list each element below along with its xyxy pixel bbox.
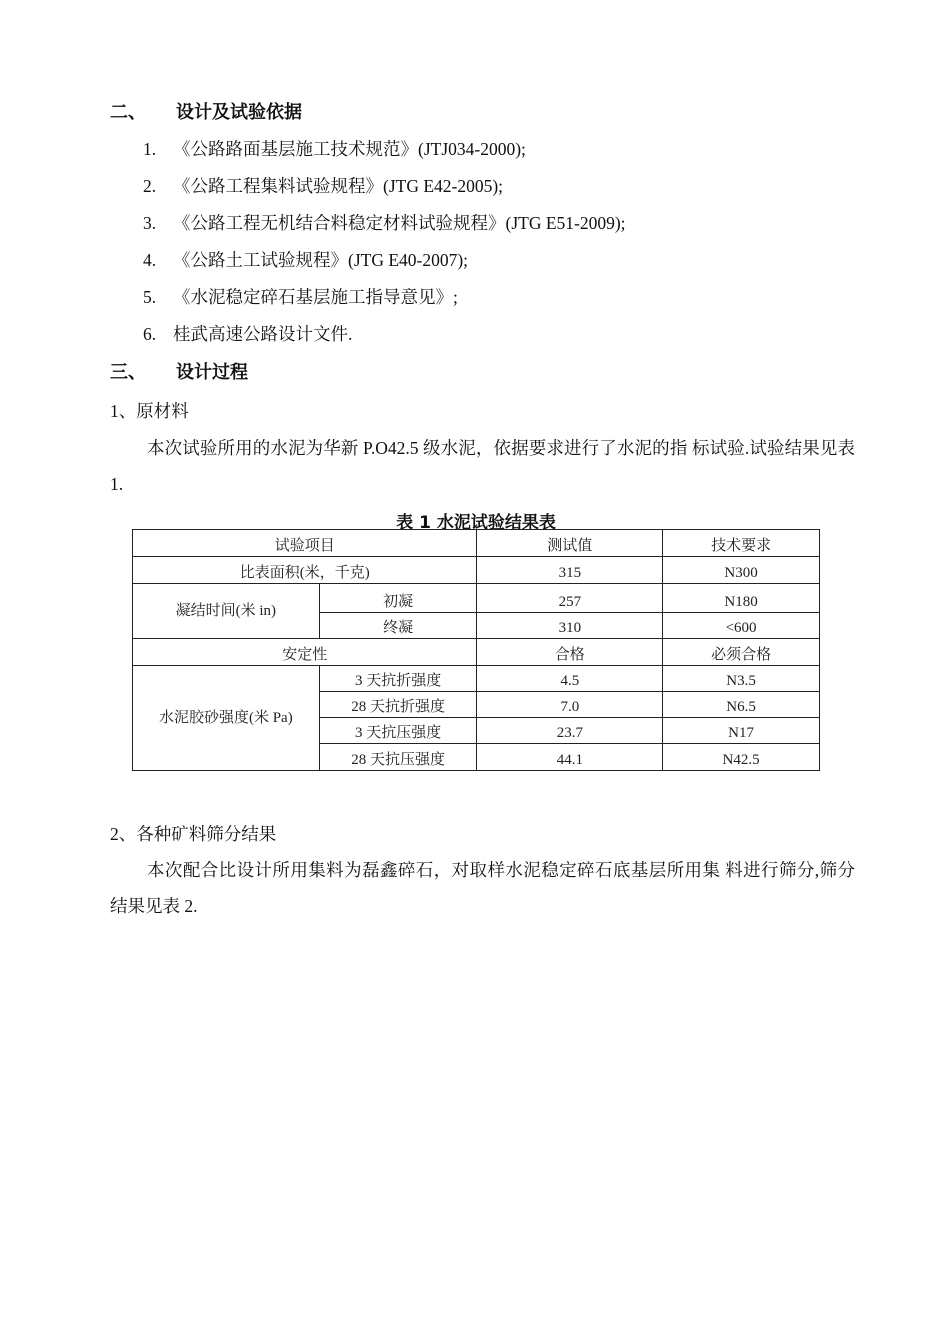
requirement-cell: N42.5	[663, 744, 820, 771]
reference-number: 6.	[143, 324, 157, 344]
section-title: 设计过程	[176, 362, 248, 383]
subsection-title-aggregate-sieving: 2、各种矿料筛分结果	[110, 824, 277, 844]
table-header-row	[133, 530, 820, 557]
requirement-cell: N6.5	[663, 692, 820, 718]
reference-item	[143, 173, 503, 198]
reference-text: 《公路路面基层施工技术规范》(JTJ034-2000);	[173, 139, 526, 159]
item-label: 比表面积(米，千克)	[133, 557, 477, 584]
requirement-cell: N3.5	[663, 666, 820, 692]
value-cell: 44.1	[477, 744, 663, 771]
reference-item	[143, 247, 468, 272]
reference-number: 1.	[143, 139, 157, 159]
value-cell: 23.7	[477, 718, 663, 744]
group-label: 水泥胶砂强度(米 Pa)	[133, 666, 320, 771]
reference-item	[143, 321, 352, 346]
sub-item-label: 3 天抗压强度	[319, 718, 477, 744]
sub-item-label: 初凝	[319, 584, 477, 613]
requirement-cell: 必须合格	[663, 639, 820, 666]
section-title: 设计及试验依据	[176, 102, 302, 123]
paragraph-raw-materials: 本次试验所用的水泥为华新 P.O42.5 级水泥，依据要求进行了水泥的指 标试验.试验结果见表 1.	[110, 438, 855, 494]
value-cell: 合格	[477, 639, 663, 666]
reference-item	[143, 284, 458, 309]
value-cell: 257	[477, 584, 663, 613]
section-number: 二、	[110, 102, 146, 123]
section-heading-3	[110, 358, 248, 384]
reference-text: 《水泥稳定碎石基层施工指导意见》;	[173, 287, 458, 307]
reference-text: 《公路工程无机结合料稳定材料试验规程》(JTG E51-2009);	[173, 213, 626, 233]
value-cell: 4.5	[477, 666, 663, 692]
reference-text: 《公路工程集料试验规程》(JTG E42-2005);	[173, 176, 504, 196]
section-number: 三、	[110, 362, 146, 383]
subsection-title-raw-materials: 1、原材料	[110, 401, 189, 421]
reference-number: 5.	[143, 287, 157, 307]
requirement-cell: N180	[663, 584, 820, 613]
sub-item-label: 3 天抗折强度	[319, 666, 477, 692]
table-caption: 表 1 水泥试验结果表	[396, 513, 556, 533]
reference-number: 2.	[143, 176, 157, 196]
table-row	[133, 557, 820, 584]
group-label: 凝结时间(米 in)	[133, 584, 320, 639]
header-cell: 测试值	[477, 530, 663, 557]
paragraph-aggregate-sieving: 本次配合比设计所用集料为磊鑫碎石，对取样水泥稳定碎石底基层所用集 料进行筛分,筛分结果见表 2.	[110, 860, 855, 916]
reference-item	[143, 210, 626, 235]
reference-text: 《公路土工试验规程》(JTG E40-2007);	[173, 250, 469, 270]
header-cell: 试验项目	[133, 530, 477, 557]
item-label: 安定性	[133, 639, 477, 666]
table-row	[133, 584, 820, 613]
sub-item-label: 终凝	[319, 613, 477, 639]
cement-test-results-table	[132, 529, 820, 771]
reference-item	[143, 136, 526, 161]
section-heading-2	[110, 98, 302, 124]
sub-item-label: 28 天抗折强度	[319, 692, 477, 718]
value-cell: 310	[477, 613, 663, 639]
header-cell: 技术要求	[663, 530, 820, 557]
reference-number: 4.	[143, 250, 157, 270]
reference-text: 桂武高速公路设计文件.	[173, 324, 353, 344]
requirement-cell: <600	[663, 613, 820, 639]
sub-item-label: 28 天抗压强度	[319, 744, 477, 771]
value-cell: 7.0	[477, 692, 663, 718]
value-cell: 315	[477, 557, 663, 584]
reference-number: 3.	[143, 213, 157, 233]
table-row	[133, 666, 820, 692]
requirement-cell: N300	[663, 557, 820, 584]
table-row	[133, 639, 820, 666]
requirement-cell: N17	[663, 718, 820, 744]
